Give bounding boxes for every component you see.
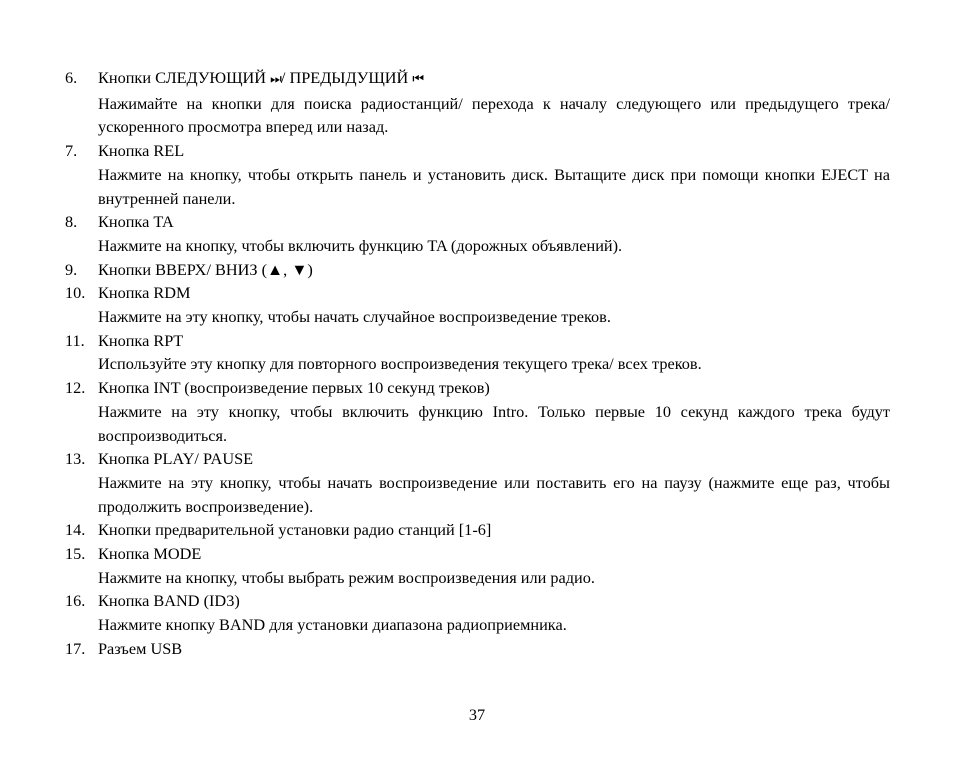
item-title: Кнопка RPT: [98, 330, 184, 350]
item-title: Разъем USB: [98, 638, 183, 658]
list-item: [65, 589, 890, 636]
item-title-part: / ПРЕДЫДУЩИЙ: [280, 68, 413, 87]
item-number: 9.: [65, 259, 78, 279]
item-number: 15.: [65, 544, 86, 564]
item-title: [98, 66, 890, 92]
list-item: [65, 329, 890, 376]
item-description: Нажмите на кнопку, чтобы включить функцию TA (дорожных объявлений).: [98, 235, 623, 255]
page-number: 37: [468, 705, 486, 724]
item-number: 16.: [65, 591, 86, 611]
list-item: [65, 542, 890, 589]
item-title: Кнопка RDM: [98, 283, 191, 303]
item-description: Нажимайте на кнопки для поиска радиостанций/ перехода к началу следующего или предыдущего трека/ ускоренного просмотра вперед или назад.: [98, 93, 890, 137]
item-description: Используйте эту кнопку для повторного воспроизведения текущего трека/ всех треков.: [98, 354, 702, 374]
item-number: 13.: [65, 449, 86, 469]
next-track-icon: ⏭: [270, 72, 281, 87]
item-title: Кнопка INT (воспроизведение первых 10 секунд треков): [98, 378, 490, 398]
list-item: [65, 376, 890, 447]
item-title: Кнопка REL: [98, 141, 185, 161]
item-title-part: Кнопки СЛЕДУЮЩИЙ: [98, 68, 271, 87]
list-item: [65, 281, 890, 328]
item-number: 8.: [65, 212, 78, 232]
item-title: Кнопка PLAY/ PAUSE: [98, 449, 254, 469]
item-title: Кнопка TA: [98, 212, 174, 232]
item-number: 6.: [65, 68, 78, 87]
list-item: [65, 139, 890, 210]
item-title: Кнопки предварительной установки радио станций [1-6]: [98, 520, 492, 540]
item-title: Кнопка MODE: [98, 544, 202, 564]
controls-list: [65, 66, 890, 661]
item-description: Нажмите на эту кнопку, чтобы включить функцию Intro. Только первые 10 секунд каждого трека будут воспроизводиться.: [98, 401, 890, 445]
item-title: Кнопка BAND (ID3): [98, 591, 240, 611]
item-number: 14.: [65, 520, 86, 540]
item-description: Нажмите кнопку BAND для установки диапазона радиоприемника.: [98, 615, 567, 635]
item-number: 7.: [65, 141, 78, 161]
item-number: 10.: [65, 283, 86, 303]
list-item: [65, 258, 890, 282]
previous-track-icon: ⏮: [412, 72, 424, 87]
list-item: [65, 637, 890, 661]
item-number: 12.: [65, 378, 86, 398]
list-item: [65, 447, 890, 518]
list-item: [65, 210, 890, 257]
item-description: Нажмите на эту кнопку, чтобы начать воспроизведение или поставить его на паузу (нажмите еще раз, чтобы продолжить воспроизведение).: [98, 472, 890, 516]
item-description: Нажмите на кнопку, чтобы открыть панель и установить диск. Вытащите диск при помощи кнопки EJECT на внутренней панели.: [98, 164, 890, 208]
item-description: Нажмите на кнопку, чтобы выбрать режим воспроизведения или радио.: [98, 567, 595, 587]
item-description: Нажмите на эту кнопку, чтобы начать случайное воспроизведение треков.: [98, 307, 611, 327]
item-title: Кнопки ВВЕРХ/ ВНИЗ (▲, ▼): [98, 259, 313, 279]
list-item: [65, 518, 890, 542]
item-number: 17.: [65, 638, 86, 658]
item-number: 11.: [65, 330, 85, 350]
list-item: [65, 66, 890, 139]
